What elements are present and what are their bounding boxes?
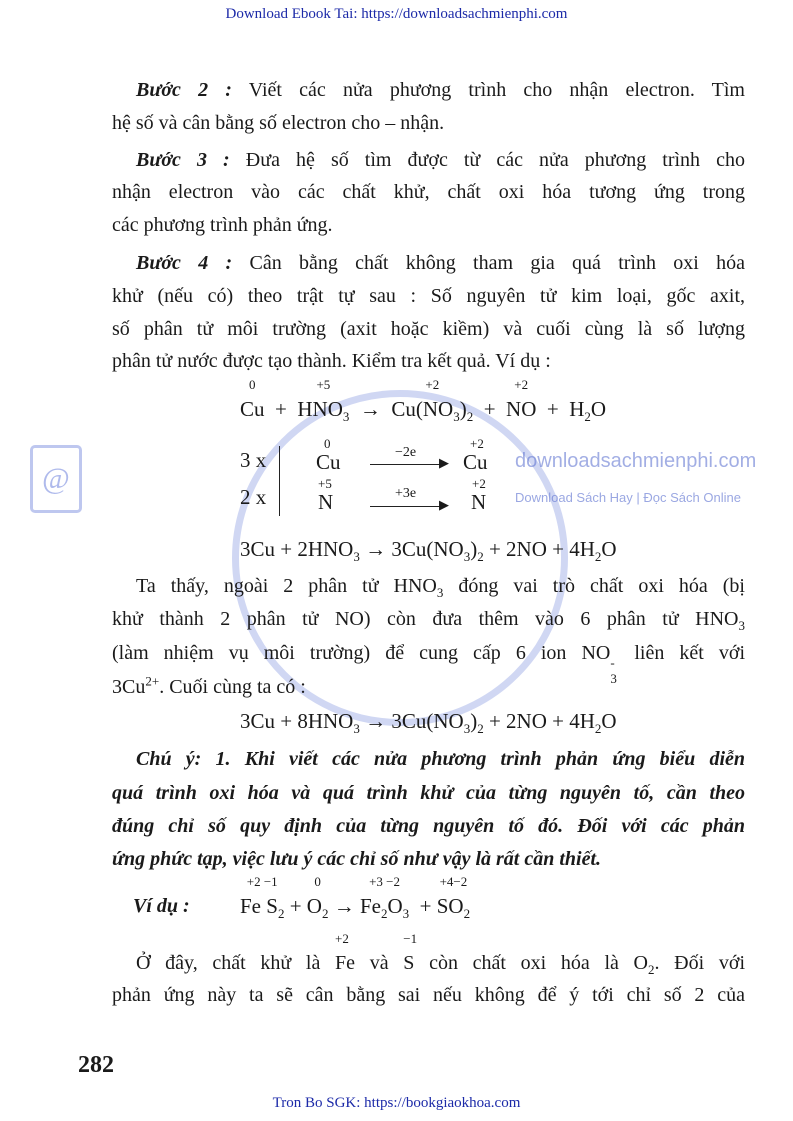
- text-run: O: [601, 709, 617, 733]
- arrow-right-icon: ▶: [370, 464, 445, 465]
- text-line: [136, 146, 745, 174]
- text-run: 3Cu + 2HNO: [240, 537, 354, 561]
- subscript: 2: [321, 906, 329, 922]
- subscript: 2: [477, 549, 484, 565]
- subscript: 3: [353, 721, 360, 737]
- label: Bước 2 :: [136, 79, 232, 101]
- reactant: N: [318, 490, 334, 514]
- text-run: +: [264, 397, 298, 421]
- text-run: → 3Cu(NO: [359, 709, 464, 733]
- text-run: phân tử nước được tạo thành. Kiểm tra kết quả. Ví dụ :: [112, 350, 551, 372]
- divider-bar: [279, 446, 280, 516]
- text-run: ): [470, 709, 478, 733]
- text-run: Ta thấy, ngoài 2 phân tử HNO: [136, 575, 437, 597]
- note-line: [112, 779, 745, 807]
- note-line: [112, 812, 745, 840]
- superscript: 2+: [145, 673, 160, 689]
- text-run: hệ số và cân bằng số electron cho – nhận.: [112, 112, 445, 134]
- subscript: 3: [453, 409, 460, 425]
- text-run: +: [284, 894, 307, 918]
- text-line: [136, 76, 745, 104]
- text-line: [112, 605, 745, 633]
- oxidation-number: −1: [403, 931, 418, 946]
- text-line: [112, 315, 745, 343]
- label: Bước 4 :: [136, 252, 233, 274]
- text-run: (làm nhiệm vụ môi trường) để cung cấp 6 ion NO: [112, 642, 611, 664]
- chemical-species: [403, 931, 418, 977]
- oxidation-number: 0: [324, 436, 331, 451]
- oxidation-number: 0: [249, 377, 256, 392]
- oxidation-number: +2: [514, 377, 529, 392]
- text-run: Chú ý: 1. Khi viết các nửa phương trình phản ứng biểu diễn: [136, 748, 745, 770]
- subscript: 3: [342, 409, 350, 425]
- oxidation-number: +2: [425, 377, 440, 392]
- chemical-species: [391, 377, 474, 425]
- text-run: khử thành 2 phân tử NO) còn đưa thêm vào 6 phân tử HNO: [112, 608, 739, 630]
- text-run: quá trình oxi hóa và quá trình khử của từng nguyên tố, cần theo: [112, 782, 745, 804]
- text-run: . Cuối cùng ta có :: [159, 676, 306, 698]
- text-run: Viết các nửa phương trình cho nhận electron. Tìm: [231, 79, 745, 101]
- subscript: 2: [380, 906, 388, 922]
- text-run: Đưa hệ số tìm được từ các nửa phương trình cho: [229, 149, 745, 171]
- oxidation-number: +5: [318, 476, 332, 491]
- subscript: 2: [466, 409, 474, 425]
- arrow-right-icon: ▶: [370, 506, 445, 507]
- watermark-tagline: Download Sách Hay | Đọc Sách Online: [515, 490, 741, 505]
- chemical-species: [506, 377, 537, 423]
- oxidation-number: +2: [335, 931, 349, 946]
- equation-balanced-partial: [240, 535, 617, 563]
- text-run: . Đối với: [654, 952, 745, 974]
- text-run: ): [470, 537, 478, 561]
- download-header-link[interactable]: Download Ebook Tai: https://downloadsachmienphi.com: [225, 6, 568, 22]
- text-run: nhận electron vào các chất khử, chất oxi hóa tương ứng trong: [112, 181, 745, 203]
- subscript: 3: [610, 671, 617, 686]
- text-line: [112, 639, 746, 686]
- chemical-species: [359, 874, 410, 922]
- formula: Cu(NO: [391, 397, 454, 421]
- text-run: + 2NO + 4H: [483, 709, 595, 733]
- text-line: [112, 981, 745, 1009]
- subscript: 2: [463, 906, 471, 922]
- oxidation-number: +2: [472, 476, 486, 491]
- product: Cu: [463, 450, 488, 474]
- subscript: 2: [277, 906, 285, 922]
- text-run: ứng phức tạp, việc lưu ý các chỉ số như vậy là rất cần thiết.: [112, 848, 602, 870]
- equation-balanced: [240, 707, 617, 735]
- text-run: Ở đây, chất khử là: [136, 952, 336, 974]
- formula: NO: [506, 397, 537, 421]
- label: Ví dụ :: [133, 895, 190, 917]
- chemical-species: [335, 931, 356, 977]
- example-label: [133, 892, 233, 920]
- formula: Cu: [240, 397, 265, 421]
- product: N: [471, 490, 487, 514]
- electron-count: +3e: [395, 486, 417, 501]
- formula: SO: [436, 894, 464, 918]
- formula: HNO: [297, 397, 343, 421]
- watermark-book-icon: @: [30, 445, 82, 513]
- text-run: phản ứng này ta sẽ cân bằng sai nếu không để ý tới chỉ số 2 của: [112, 984, 745, 1006]
- text-run: + H: [536, 397, 585, 421]
- factor: 2 x: [240, 485, 267, 509]
- text-run: +: [473, 397, 507, 421]
- text-run: 3Cu: [112, 676, 146, 698]
- chemical-species: [240, 377, 265, 423]
- text-line: [112, 673, 745, 701]
- subscript: 2: [648, 962, 655, 977]
- watermark-site: downloadsachmienphi.com: [515, 450, 757, 472]
- reactant: Cu: [316, 450, 341, 474]
- text-run: đúng chỉ số quy định của từng nguyên tố đó. Đối với các phản: [112, 815, 745, 837]
- subscript: 3: [738, 618, 745, 633]
- formula: Fe: [335, 952, 356, 974]
- oxidation-number: +2: [470, 436, 484, 451]
- formula: O: [387, 894, 403, 918]
- text-run: →: [328, 894, 360, 918]
- text-line: [112, 282, 745, 310]
- text-run: →: [349, 397, 392, 421]
- note-line: [112, 845, 745, 873]
- text-run: + 2NO + 4H: [483, 537, 595, 561]
- text-run: liên kết với: [619, 642, 746, 664]
- note-line: [136, 745, 745, 773]
- footer-link[interactable]: Tron Bo SGK: https://bookgiaokhoa.com: [272, 1095, 521, 1111]
- text-line: [136, 249, 745, 277]
- text-run: → 3Cu(NO: [359, 537, 464, 561]
- label: Bước 3 :: [136, 149, 230, 171]
- equation-example: [240, 874, 471, 922]
- page-number: 282: [78, 1052, 114, 1078]
- oxidation-number: +5: [316, 377, 331, 392]
- equation-unbalanced: [240, 377, 607, 425]
- text-run: các phương trình phản ứng.: [112, 214, 333, 236]
- oxidation-number: +3 −2: [369, 874, 400, 889]
- chemical-species: [297, 377, 350, 425]
- text-run: 3Cu + 8HNO: [240, 709, 354, 733]
- oxidation-number: +2 −1: [246, 874, 278, 889]
- text-line: [136, 931, 745, 977]
- text-run: còn chất oxi hóa là O: [414, 952, 648, 974]
- text-line: [136, 572, 745, 600]
- subscript: 3: [353, 549, 360, 565]
- chemical-species: [306, 874, 329, 922]
- subscript: 2: [594, 549, 602, 565]
- text-run: khử (nếu có) theo trật tự sau : Số nguyên tử kim loại, gốc axit,: [112, 285, 745, 307]
- text-line: [112, 109, 745, 137]
- subscript: 2: [594, 721, 602, 737]
- text-line: [112, 178, 745, 206]
- subscript: 3: [436, 585, 444, 600]
- formula: Fe: [359, 894, 381, 918]
- text-run: số phân tử môi trường (axit hoặc kiềm) và cuối cùng là số lượng: [112, 318, 745, 340]
- chemical-species: [436, 874, 471, 922]
- formula: S: [403, 952, 415, 974]
- formula: ): [459, 397, 467, 421]
- subscript: 2: [477, 721, 484, 737]
- text-run: và: [355, 952, 404, 974]
- superscript: -: [610, 655, 615, 670]
- subscript: 3: [463, 721, 471, 737]
- subscript: 3: [402, 906, 410, 922]
- text-run: +: [409, 894, 437, 918]
- text-run: Cân bằng chất không tham gia quá trình oxi hóa: [232, 252, 746, 274]
- text-run: đóng vai trò chất oxi hóa (bị: [443, 575, 745, 597]
- oxidation-number: +4−2: [439, 874, 468, 889]
- oxidation-number: 0: [314, 874, 321, 889]
- subscript: 2: [584, 409, 591, 425]
- text-line: [112, 211, 745, 239]
- formula: O: [306, 894, 322, 918]
- electron-count: −2e: [395, 445, 417, 460]
- formula: Fe S: [240, 894, 278, 918]
- text-run: O: [590, 397, 607, 421]
- subscript: 3: [463, 549, 471, 565]
- factor: 3 x: [240, 448, 267, 472]
- text-line: [112, 347, 745, 375]
- chemical-species: [240, 874, 285, 922]
- text-run: O: [601, 537, 617, 561]
